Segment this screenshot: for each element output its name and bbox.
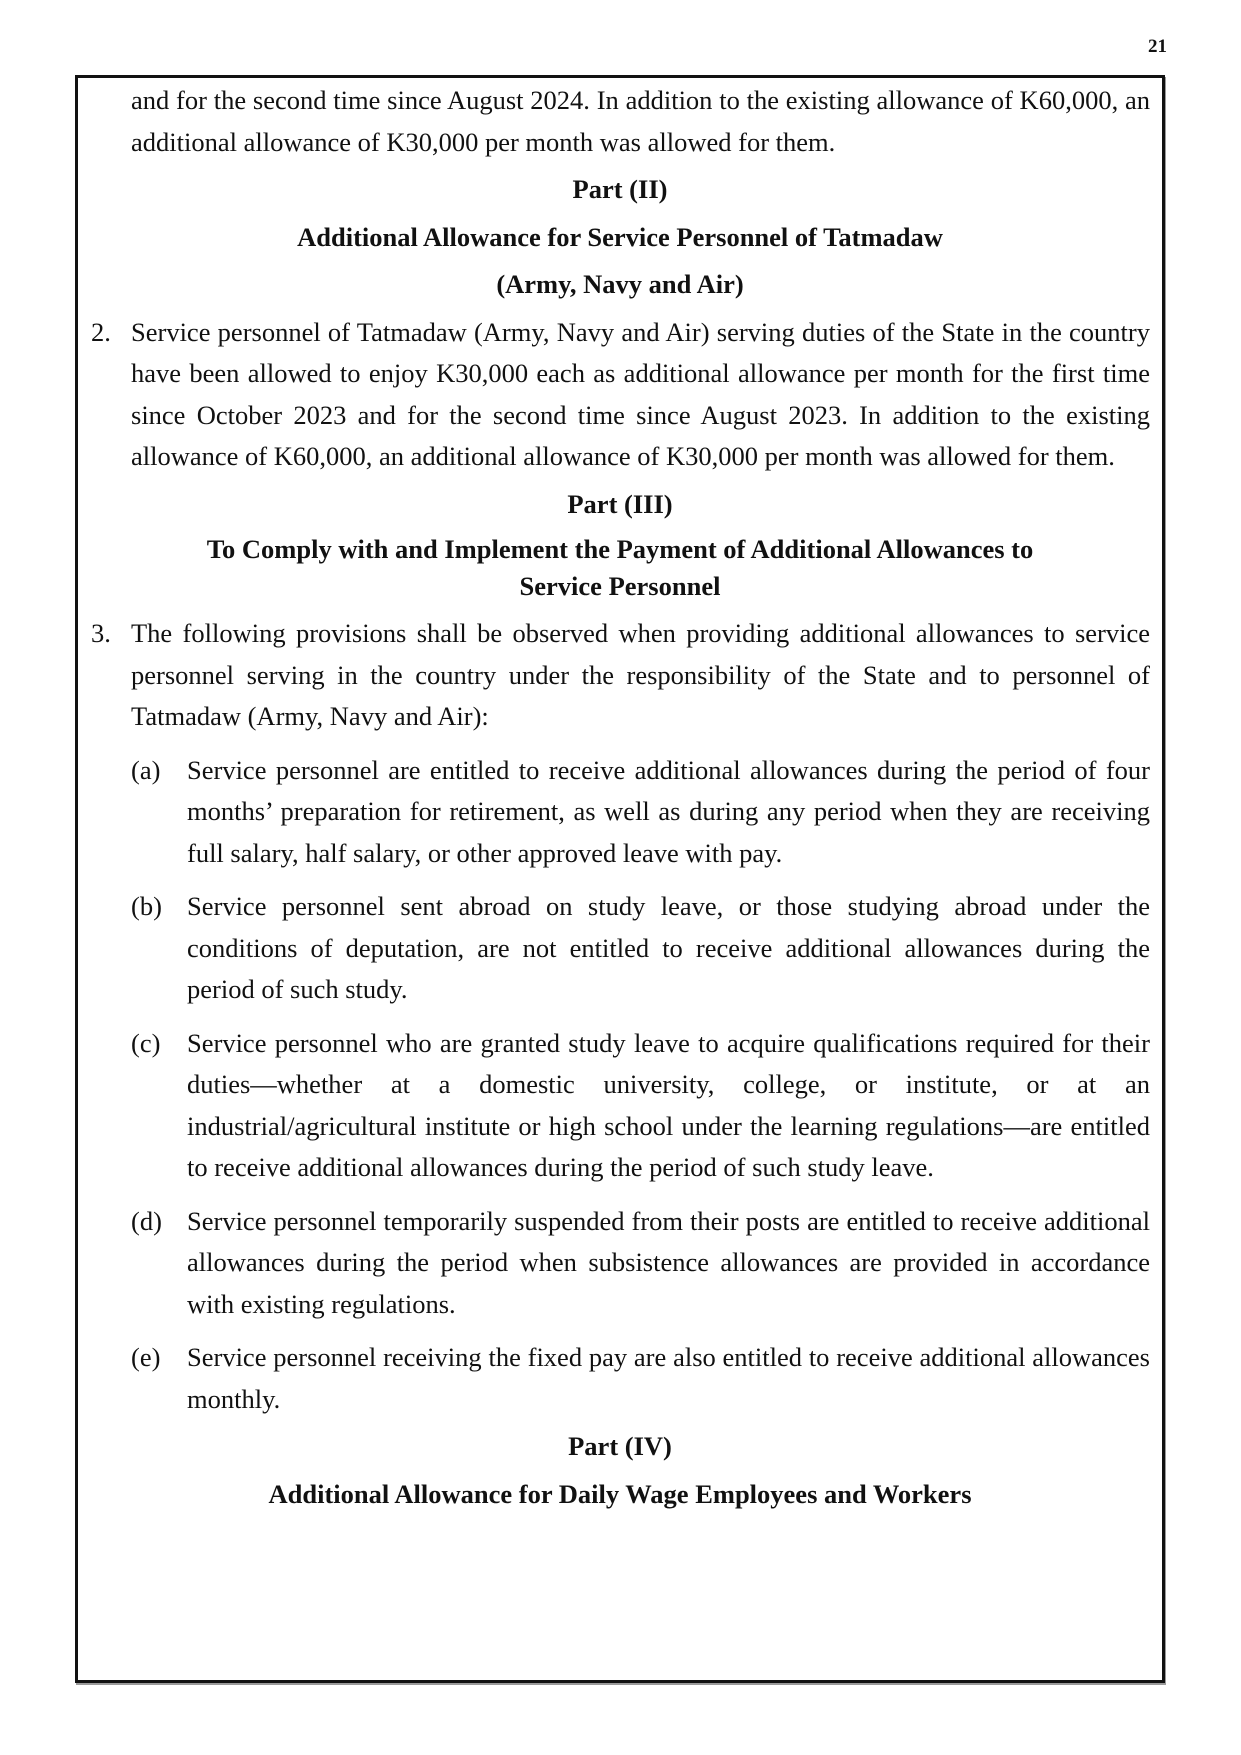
provision-item-b (131, 886, 1150, 1011)
provision-text: Service personnel who are granted study leave to acquire qualifications required for their duties—whether at a domestic university, college, or institute, or at an industrial/agricultural institute or high school under the learning regulations—are entitled to receive additional allowances during the period of such study leave. (187, 1027, 1150, 1182)
part-2-title: Additional Allowance for Service Personnel of Tatmadaw (297, 221, 943, 252)
provision-item-c (131, 1023, 1150, 1189)
provision-label: (e) (131, 1342, 161, 1372)
paragraph-number: 3. (91, 618, 111, 648)
part-3-label: Part (III) (567, 488, 673, 519)
part-2-label: Part (II) (572, 174, 668, 204)
provision-item-e (131, 1337, 1150, 1420)
document-body (78, 78, 1162, 1515)
part-3-title (78, 531, 1162, 605)
page-number: 21 (1148, 36, 1167, 57)
provision-label: (a) (131, 754, 161, 785)
part-3-title-line-2: Service Personnel (519, 571, 721, 601)
provision-text: Service personnel temporarily suspended from their posts are entitled to receive additional allowances during the period when subsistence allowances are provided in accordance with existing regulations. (187, 1205, 1150, 1319)
provision-text: Service personnel are entitled to receive additional allowances during the period of four months’ preparation for retirement, as well as during any period when they are receiving full salary, half salary, or other approved leave with pay. (187, 754, 1150, 868)
paragraph-text: Service personnel of Tatmadaw (Army, Navy and Air) serving duties of the State in the country have been allowed to enjoy K30,000 each as additional allowance per month for the first time since October 2023 and for the second time since August 2023. In addition to the existing allowance of K60,000, an additional allowance of K30,000 per month was allowed for them. (131, 316, 1150, 471)
provision-text: Service personnel sent abroad on study leave, or those studying abroad under the conditions of deputation, are not entitled to receive additional allowances during the period of such study. (187, 891, 1150, 1004)
part-4-title: Additional Allowance for Daily Wage Employees and Workers (268, 1478, 972, 1509)
paragraph-number: 2. (91, 316, 111, 347)
provision-item-a (131, 750, 1150, 875)
provision-label: (c) (131, 1027, 161, 1058)
content-frame (75, 75, 1165, 1683)
continuation-paragraph: and for the second time since August 2024. In addition to the existing allowance of K60,000, an additional allowance of K30,000 per month was allowed for them. (131, 85, 1150, 157)
provision-label: (b) (131, 891, 162, 921)
provision-item-d (131, 1201, 1150, 1326)
provision-text: Service personnel receiving the fixed pay are also entitled to receive additional allowances monthly. (187, 1342, 1150, 1414)
part-3-title-line-1: To Comply with and Implement the Payment of Additional Allowances to (206, 534, 1034, 564)
paragraph-3 (91, 613, 1150, 738)
part-4-label: Part (IV) (568, 1431, 672, 1461)
provision-label: (d) (131, 1205, 162, 1236)
paragraph-2 (91, 312, 1150, 478)
part-2-subtitle: (Army, Navy and Air) (496, 269, 744, 299)
paragraph-text: The following provisions shall be observed when providing additional allowances to service personnel serving in the country under the responsibility of the State and to personnel of Tatmadaw (Army, Navy and Air): (131, 618, 1150, 731)
